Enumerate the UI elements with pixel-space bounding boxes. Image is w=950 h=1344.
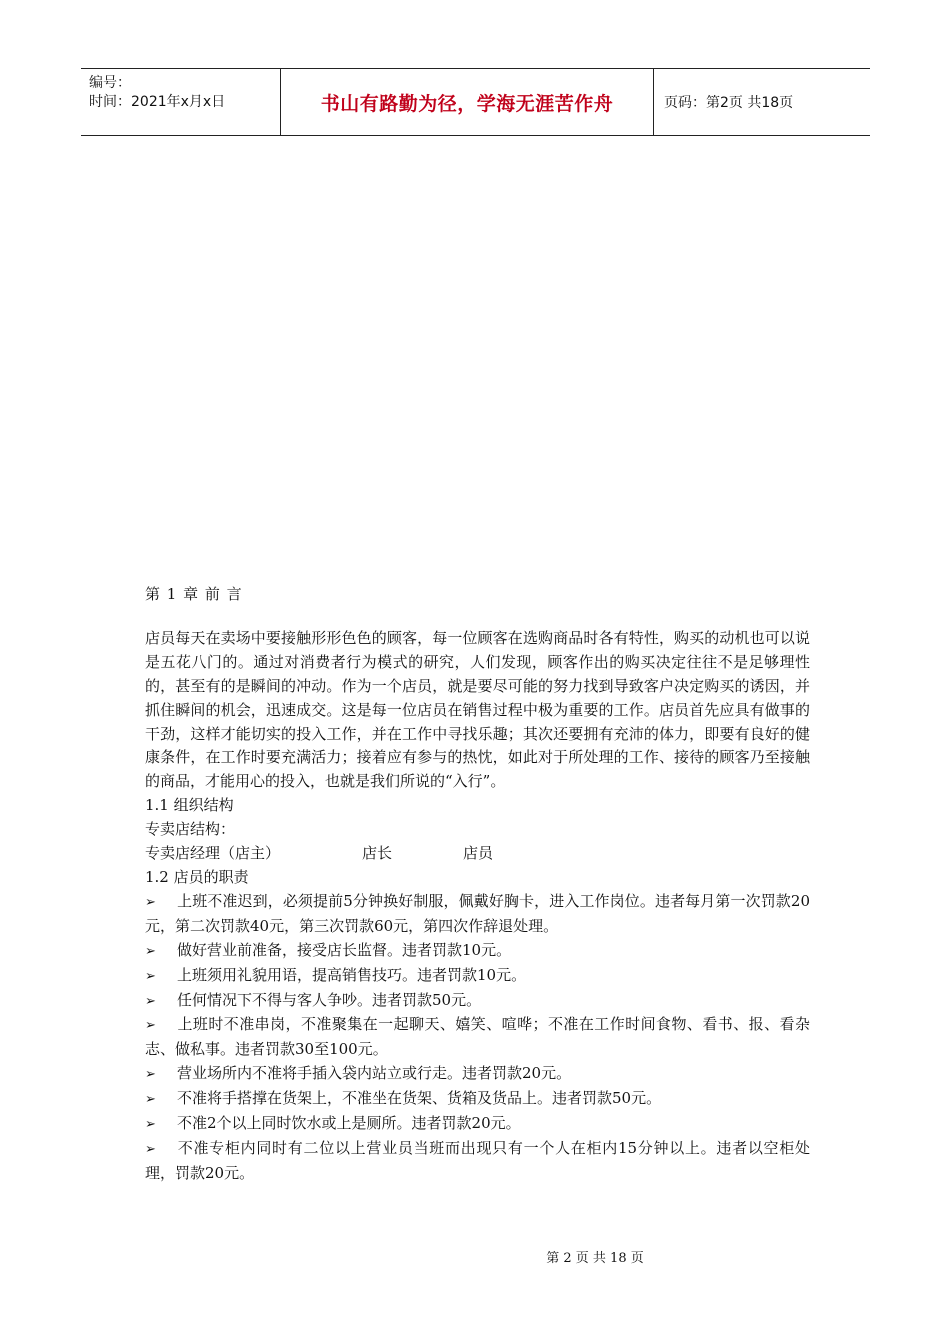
duty-item (145, 1087, 810, 1112)
duty-item (145, 1062, 810, 1087)
header-motto-cell (281, 69, 654, 135)
document-body (145, 583, 810, 1186)
duty-text: 上班时不准串岗，不准聚集在一起聊天、嬉笑、喧哗；不准在工作时间食物、看书、报、看杂志、做私事。违者罚款30至100元。 (145, 1015, 810, 1059)
duty-text: 上班不准迟到，必须提前5分钟换好制服，佩戴好胸卡，进入工作岗位。违者每月第一次罚款20元，第二次罚款40元，第三次罚款60元，第四次作辞退处理。 (145, 891, 810, 935)
duty-item (145, 890, 810, 939)
duty-text: 不准专柜内同时有二位以上营业员当班而出现只有一个人在柜内15分钟以上。违者以空柜处理，罚款20元。 (145, 1138, 810, 1182)
store-structure-row (145, 842, 810, 866)
duty-item (145, 989, 810, 1014)
document-number-label: 编号： (89, 75, 131, 91)
structure-manager: 专卖店经理（店主） (145, 844, 281, 863)
duty-item (145, 964, 810, 989)
duty-item (145, 1112, 810, 1137)
header-info-cell (81, 69, 281, 135)
intro-paragraph: 店员每天在卖场中要接触形形色色的顾客，每一位顾客在选购商品时各有特性，购买的动机也可以说是五花八门的。通过对消费者行为模式的研究，人们发现，顾客作出的购买决定往往不是足够理性的，甚至有的是瞬间的冲动。作为一个店员，就是要尽可能的努力找到导致客户决定购买的诱因，并抓住瞬间的机会，迅速成交。这是每一位店员在销售过程中极为重要的工作。店员首先应具有做事的干劲，这样才能切实的投入工作，并在工作中寻找乐趣；其次还要拥有充沛的体力，即要有良好的健康条件，在工作时要充满活力；接着应有参与的热忱，如此对于所处理的工作、接待的顾客乃至接触的商品，才能用心的投入，也就是我们所说的“入行”。 (145, 628, 810, 791)
arrow-bullet-icon: ➢ (145, 1117, 156, 1133)
arrow-bullet-icon: ➢ (145, 1067, 156, 1083)
section-heading-1-1: 1.1 组织结构 (145, 796, 234, 815)
duty-text: 上班须用礼貌用语，提高销售技巧。违者罚款10元。 (177, 965, 527, 984)
document-date: 时间：2021年x月x日 (89, 94, 226, 110)
page-footer: 第 2 页 共 18 页 (546, 1251, 644, 1266)
duty-text: 营业场所内不准将手插入袋内站立或行走。违者罚款20元。 (177, 1064, 572, 1083)
duty-text: 做好营业前准备，接受店长监督。违者罚款10元。 (177, 940, 512, 959)
arrow-bullet-icon: ➢ (145, 943, 156, 959)
chapter-title: 第 1 章 前 言 (145, 585, 243, 603)
section-heading-1-2: 1.2 店员的职责 (145, 867, 249, 886)
duty-item (145, 1137, 810, 1186)
document-header (81, 68, 870, 136)
arrow-bullet-icon: ➢ (145, 968, 156, 984)
duty-text: 不准将手搭撑在货架上，不准坐在货架、货箱及货品上。违者罚款50元。 (177, 1089, 662, 1108)
arrow-bullet-icon: ➢ (145, 993, 156, 1009)
duty-text: 不准2个以上同时饮水或上是厕所。违者罚款20元。 (177, 1114, 521, 1133)
header-page-code: 页码：第2页 共18页 (664, 95, 794, 111)
header-page-cell (654, 69, 870, 135)
arrow-bullet-icon: ➢ (145, 1018, 156, 1034)
arrow-bullet-icon: ➢ (145, 894, 156, 910)
store-structure-label: 专卖店结构： (145, 820, 236, 839)
duty-item (145, 939, 810, 964)
header-motto: 书山有路勤为径，学海无涯苦作舟 (320, 92, 614, 115)
duty-text: 任何情况下不得与客人争吵。违者罚款50元。 (177, 990, 482, 1009)
structure-clerk: 店员 (463, 844, 494, 863)
duty-item (145, 1013, 810, 1062)
arrow-bullet-icon: ➢ (145, 1092, 156, 1108)
arrow-bullet-icon: ➢ (145, 1141, 156, 1157)
structure-shop-leader: 店长 (362, 844, 393, 863)
